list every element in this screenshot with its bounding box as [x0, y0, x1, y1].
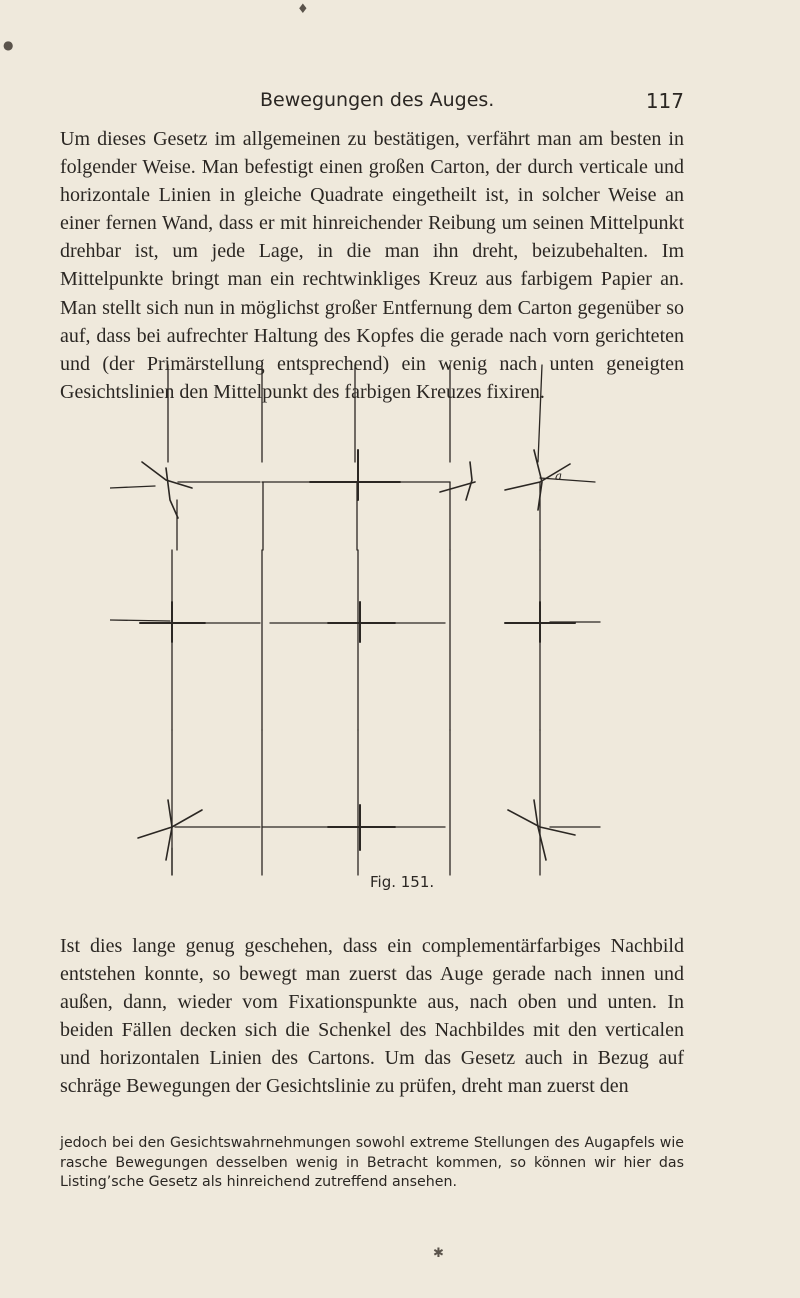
print-mark-top: ♦: [297, 2, 309, 17]
figure-151: [110, 340, 630, 880]
paragraph-2: Ist dies lange genug geschehen, dass ein complementärfarbiges Nachbild entstehen konnte, so bewegt man zuerst das Auge gerade nach innen und außen, dann, wieder vom Fixationspunkte aus, nach oben und unten. In beiden Fällen decken sich die Schenkel des Nachbildes mit den verticalen und horizontalen Linien des Cartons. Um das Gesetz auch in Bezug auf schräge Bewegungen der Gesichtslinie zu prüfen, dreht man zuerst den: [60, 935, 684, 1098]
grid-crosses-diagram: [110, 340, 630, 880]
figure-label-a: a: [555, 469, 563, 483]
page-header: [60, 89, 684, 115]
page-number: 117: [645, 89, 684, 113]
footnote: jedoch bei den Gesichtswahrnehmungen sowohl extreme Stellungen des Augapfels wie rasche Bewegungen desselben wenig in Betracht kommen, so können wir hier das Listing’sche Gesetz als hinreichend zutreffend ansehen.: [60, 1135, 684, 1190]
paragraph-1: Um dieses Gesetz im allgemeinen zu bestätigen, verfährt man am besten in folgender Weise. Man befestigt einen großen Carton, der durch verticale und horizontale Linien in gleiche Quadrate eingetheilt ist, in solcher Weise an einer fernen Wand, dass er mit hinreichender Reibung um seinen Mittelpunkt drehbar ist, um jede Lage, in die man ihn dreht, beizubehalten. Im Mittelpunkte bringt man ein rechtwinkliges Kreuz aus farbigem Papier an. Man stellt sich nun in möglichst großer Entfernung dem Carton gegenüber so auf, dass bei aufrechter Haltung des Kopfes die gerade nach vorn gerichteten und (der Primärstellung entsprechend) ein wenig nach unten geneigten Gesichtslinien den Mittelpunkt des farbigen Kreuzes fixiren.: [60, 128, 684, 403]
figure-caption: Fig. 151.: [370, 873, 435, 891]
running-title: Bewegungen des Auges.: [260, 89, 495, 111]
print-mark-bottom: ✱: [433, 1246, 444, 1261]
print-mark-left: ●: [3, 38, 14, 52]
